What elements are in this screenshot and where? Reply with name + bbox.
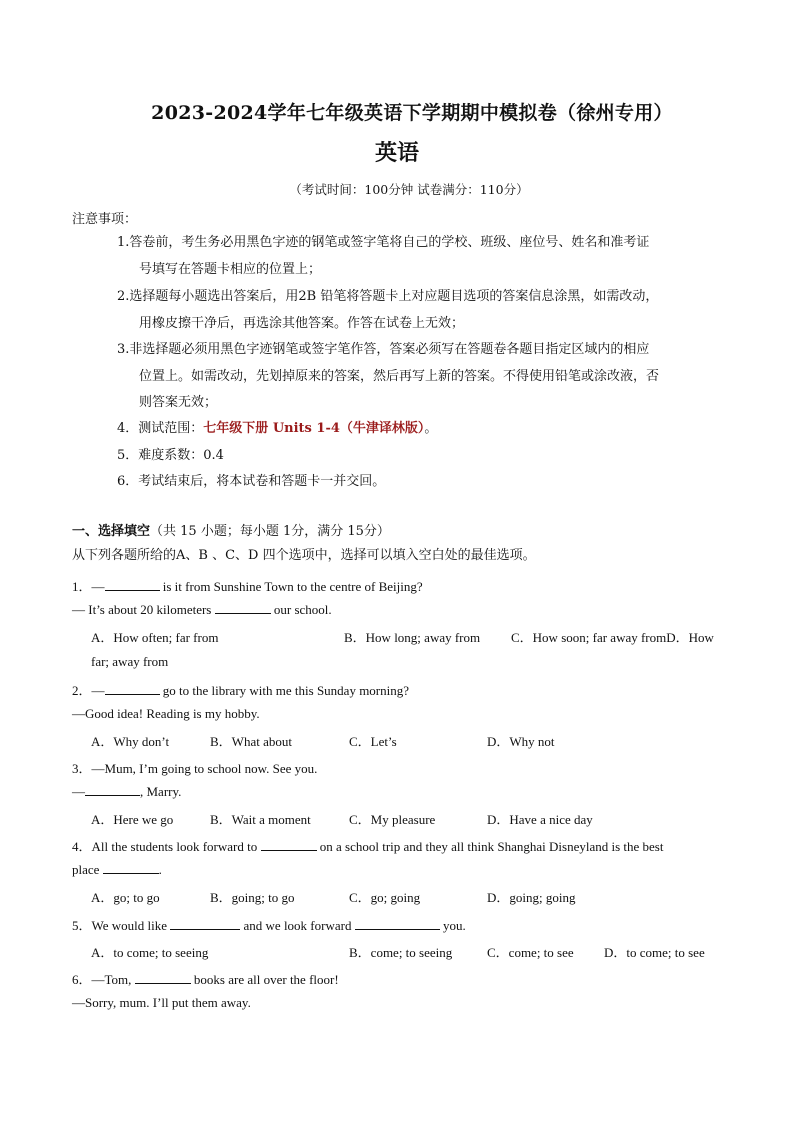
answer-blank[interactable] <box>135 972 191 984</box>
note-number: 4． <box>117 421 139 436</box>
question-1-stem <box>72 576 423 595</box>
note-item-6 <box>117 469 725 496</box>
option-a[interactable]: A．to come; to seeing <box>91 945 209 960</box>
note-suffix: 。 <box>424 421 438 436</box>
stem-text: on a school trip and they all think Shanghai Disneyland is the best <box>316 839 664 854</box>
question-3-line2 <box>72 784 181 800</box>
option-d-cont[interactable]: far; away from <box>91 654 169 669</box>
note-number: 2. <box>117 289 130 304</box>
question-4-stem <box>72 836 663 855</box>
option-d[interactable]: D．to come; to see <box>604 945 705 960</box>
option-d[interactable]: D．Why not <box>487 734 555 749</box>
question-number: 4． <box>72 839 92 854</box>
note-number: 6． <box>117 474 139 489</box>
note-text: 选择题每小题选出答案后，用2B 铅笔将答题卡上对应题目选项的答案信息涂黑，如需改动， <box>129 289 659 304</box>
answer-blank[interactable] <box>105 579 160 591</box>
answer-blank[interactable] <box>215 602 271 614</box>
note-number: 3. <box>117 342 130 357</box>
option-a[interactable]: A．How often; far from <box>91 630 219 645</box>
stem-text: — <box>91 579 105 594</box>
option-b[interactable]: B．How long; away from <box>344 630 481 645</box>
note-text-cont: 则答案无效； <box>139 395 218 410</box>
note-number: 5． <box>117 448 139 463</box>
note-text: 测试范围： <box>138 421 204 436</box>
question-4-line2 <box>72 862 162 878</box>
question-number: 6． <box>72 972 92 987</box>
stem-text: All the students look forward to <box>91 839 261 854</box>
section-title: 一、选择填空 <box>72 524 151 539</box>
question-6-line2: —Sorry, mum. I’ll put them away. <box>72 995 251 1010</box>
stem-text: go to the library with me this Sunday morning? <box>159 683 410 698</box>
option-b[interactable]: B．going; to go <box>210 890 295 905</box>
answer-blank[interactable] <box>261 839 317 851</box>
notes-heading: 注意事项： <box>72 212 138 227</box>
option-d[interactable]: D．going; going <box>487 890 576 905</box>
note-item-3 <box>117 337 725 417</box>
note-text: 答卷前，考生务必用黑色字迹的钢笔或签字笔将自己的学校、班级、座位号、姓名和准考证 <box>129 235 650 250</box>
option-d[interactable]: D．Have a nice day <box>487 812 593 827</box>
answer-blank[interactable] <box>103 862 159 874</box>
option-c[interactable]: C．come; to see <box>487 945 574 960</box>
stem-text: you. <box>439 918 466 933</box>
test-range: 七年级下册 Units 1-4（牛津译林版） <box>203 421 425 436</box>
question-2-line2: —Good idea! Reading is my hobby. <box>72 706 260 721</box>
note-text-cont: 位置上。如需改动，先划掉原来的答案，然后再写上新的答案。不得使用铅笔或涂改液，否 <box>139 368 660 384</box>
note-text-cont: 号填写在答题卡相应的位置上； <box>139 261 322 277</box>
note-text-cont: 用橡皮擦干净后，再选涂其他答案。作答在试卷上无效； <box>139 315 465 331</box>
stem-text: — It’s about 20 kilometers <box>72 602 215 617</box>
option-b[interactable]: B．Wait a moment <box>210 812 311 827</box>
stem-text: and we look forward <box>240 918 355 933</box>
answer-blank[interactable] <box>170 918 240 930</box>
answer-blank[interactable] <box>355 918 440 930</box>
note-item-2 <box>117 284 725 337</box>
note-number: 1. <box>117 235 130 250</box>
note-text: 非选择题必须用黑色字迹钢笔或签字笔作答，答案必须写在答题卷各题目指定区域内的相应 <box>129 342 650 357</box>
question-5-stem <box>72 915 466 934</box>
note-text: 考试结束后，将本试卷和答题卡一并交回。 <box>138 474 386 489</box>
exam-title: 2023-2024学年七年级英语下学期期中模拟卷（徐州专用） <box>151 102 673 124</box>
stem-text: — <box>91 683 105 698</box>
stem-text: books are all over the floor! <box>190 972 339 987</box>
answer-blank[interactable] <box>105 683 160 695</box>
question-number: 2． <box>72 683 92 698</box>
note-item-1 <box>117 230 725 283</box>
question-1-line2 <box>72 602 332 618</box>
question-number: 1． <box>72 579 92 594</box>
question-2-stem <box>72 680 409 699</box>
exam-info: （考试时间：100分钟 试卷满分：110分） <box>289 182 529 197</box>
note-text: 难度系数：0.4 <box>138 448 224 463</box>
stem-text: We would like <box>91 918 171 933</box>
stem-text: . <box>158 862 162 877</box>
stem-text: place <box>72 862 103 877</box>
option-c[interactable]: C．Let’s <box>349 734 397 749</box>
subject-title: 英语 <box>374 140 419 166</box>
question-6-stem <box>72 969 339 988</box>
stem-text: —Tom, <box>91 972 135 987</box>
section-instruction: 从下列各题所给的A、B 、C、D 四个选项中，选择可以填入空白处的最佳选项。 <box>72 548 536 563</box>
option-a[interactable]: A．Why don’t <box>91 734 170 749</box>
section-detail: （共 15 小题；每小题 1分，满分 15分） <box>150 524 390 539</box>
question-number: 5． <box>72 918 92 933</box>
stem-text: , Marry. <box>140 784 182 799</box>
option-b[interactable]: B．What about <box>210 734 292 749</box>
question-number: 3． <box>72 761 92 776</box>
option-a[interactable]: A．go; to go <box>91 890 160 905</box>
option-b[interactable]: B．come; to seeing <box>349 945 453 960</box>
note-item-5 <box>117 443 725 470</box>
note-item-4 <box>117 416 725 443</box>
section-heading <box>72 520 390 539</box>
stem-text: —Mum, I’m going to school now. See you. <box>91 761 318 776</box>
option-c[interactable]: C．go; going <box>349 890 421 905</box>
stem-text: — <box>72 784 85 799</box>
stem-text: our school. <box>270 602 332 617</box>
stem-text: is it from Sunshine Town to the centre of Beijing? <box>159 579 423 594</box>
question-3-stem <box>72 758 317 777</box>
option-c[interactable]: C．My pleasure <box>349 812 436 827</box>
option-c-d[interactable]: C．How soon; far away fromD．How <box>511 630 714 645</box>
option-a[interactable]: A．Here we go <box>91 812 174 827</box>
answer-blank[interactable] <box>85 784 140 796</box>
